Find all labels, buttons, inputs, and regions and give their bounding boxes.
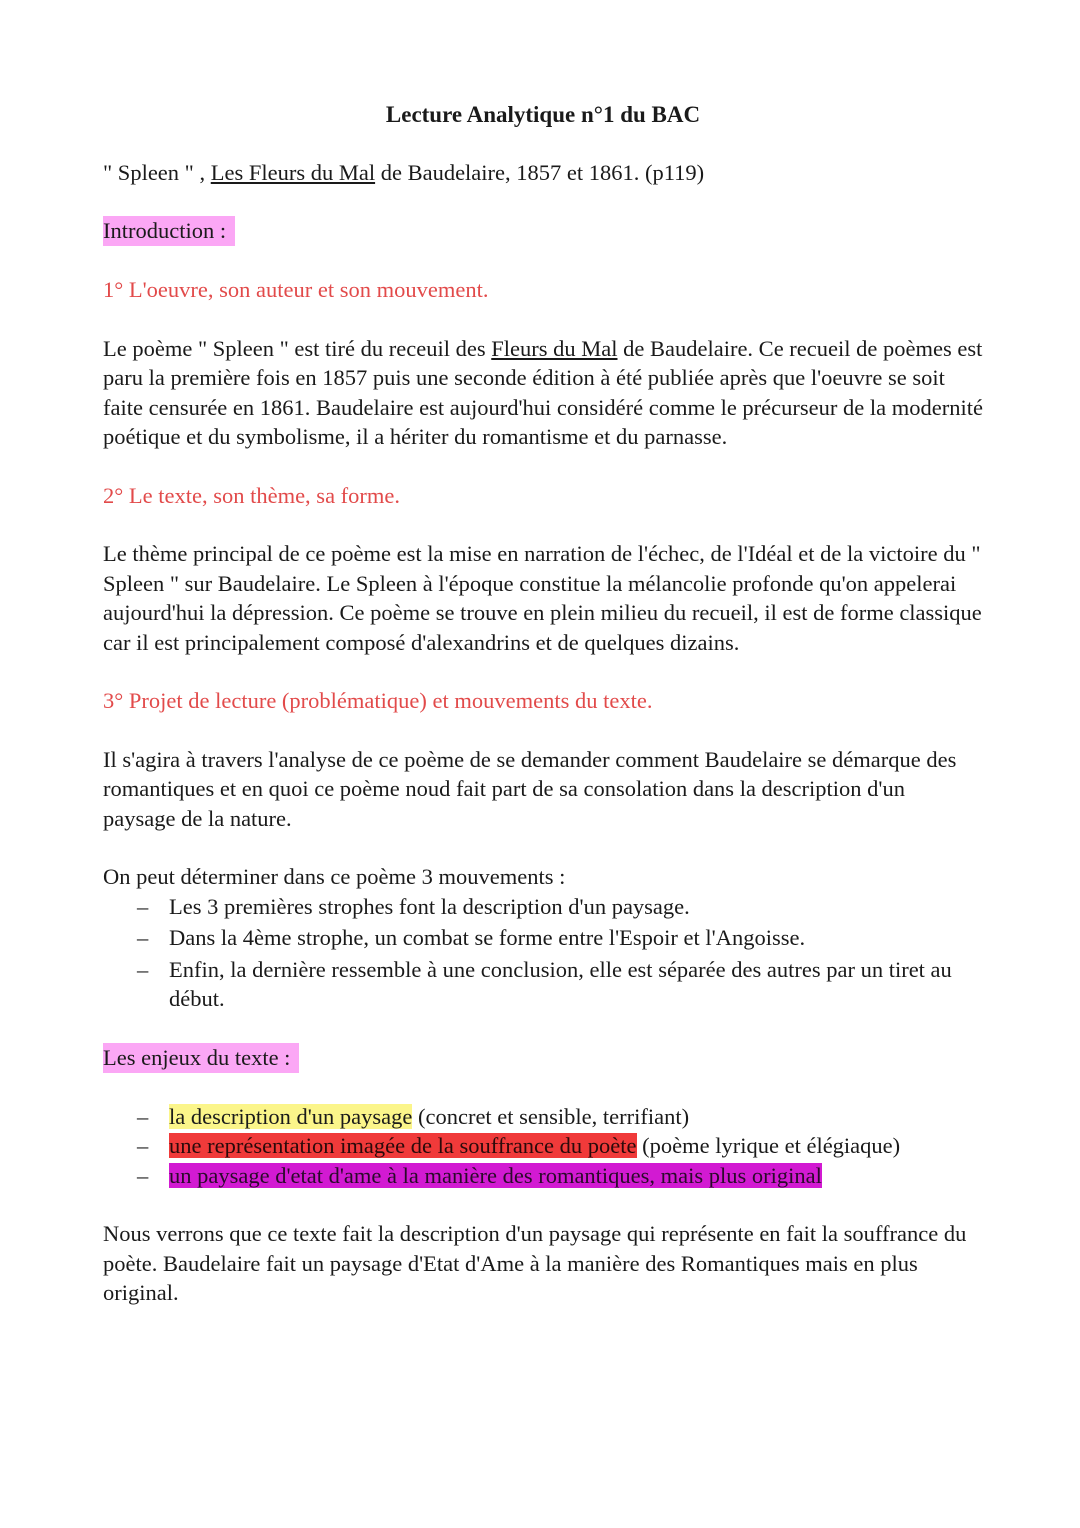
subtitle-part2: de Baudelaire, 1857 et 1861. (p119) bbox=[375, 159, 705, 185]
section1-book-title: Fleurs du Mal bbox=[491, 335, 618, 361]
introduction-label: Introduction : bbox=[103, 216, 235, 246]
section3-paragraph: Il s'agira à travers l'analyse de ce poème de se demander comment Baudelaire se démarque des romantiques et en quoi ce poème noud fait part de sa consolation dans la description d'un paysage de la nature. bbox=[103, 746, 957, 831]
document-subtitle bbox=[103, 158, 983, 188]
enjeux-list bbox=[103, 1102, 983, 1191]
enjeux-label: Les enjeux du texte : bbox=[103, 1043, 299, 1073]
document-page bbox=[103, 100, 983, 1337]
enjeu-highlight: la description d'un paysage bbox=[169, 1103, 413, 1129]
section2-paragraph: Le thème principal de ce poème est la mise en narration de l'échec, de l'Idéal et de la victoire du " Spleen " sur Baudelaire. Le Spleen à l'époque constitue la mélancolie profonde qu'on appelerai aujourd'hui la dépression. Ce poème se trouve en plein milieu du recueil, il est de forme classique car il est principalement composé d'alexandrins et de quelques dizains. bbox=[103, 541, 982, 655]
enjeux-block bbox=[103, 1043, 983, 1073]
section1-heading: 1° L'oeuvre, son auteur et son mouvement. bbox=[103, 277, 489, 302]
enjeu-rest: (poème lyrique et élégiaque) bbox=[636, 1133, 901, 1158]
section1-text-b: de Baudelaire. Ce recueil de poèmes est paru la première fois en 1857 puis une seconde édition à été publiée après que l'oeuvre se soit faite censurée en 1861. Baudelaire est aujourd'hui considéré comme le précurseur de la modernité poétique et du symbolisme, il a hériter du romantisme et du parnasse. bbox=[103, 335, 983, 449]
movements-intro: On peut déterminer dans ce poème 3 mouvements : bbox=[103, 864, 566, 889]
dash-bullet: – bbox=[137, 893, 149, 919]
list-item bbox=[103, 1161, 983, 1191]
list-item bbox=[103, 1131, 983, 1161]
movement-text: Les 3 premières strophes font la description d'un paysage. bbox=[169, 893, 690, 919]
enjeu-rest: (concret et sensible, terrifiant) bbox=[412, 1103, 690, 1129]
movements-list bbox=[103, 892, 983, 1014]
movement-text: Enfin, la dernière ressemble à une conclusion, elle est séparée des autres par un tiret au début. bbox=[169, 956, 952, 1011]
list-item bbox=[103, 1102, 983, 1132]
dash-bullet: – bbox=[137, 925, 149, 950]
dash-bullet: – bbox=[137, 1162, 149, 1188]
document-title: Lecture Analytique n°1 du BAC bbox=[385, 102, 701, 127]
section1-text-a: Le poème " Spleen " est tiré du receuil des bbox=[103, 335, 492, 361]
section1-paragraph bbox=[103, 334, 983, 452]
dash-bullet: – bbox=[137, 1133, 149, 1158]
list-item bbox=[103, 923, 983, 953]
list-item bbox=[103, 955, 983, 1014]
subtitle-book-title: Les Fleurs du Mal bbox=[210, 159, 376, 185]
introduction-block bbox=[103, 216, 983, 246]
subtitle-part1: " Spleen " , bbox=[103, 159, 211, 185]
movement-text: Dans la 4ème strophe, un combat se forme entre l'Espoir et l'Angoisse. bbox=[169, 925, 806, 950]
section2-heading: 2° Le texte, son thème, sa forme. bbox=[103, 482, 401, 508]
enjeu-highlight: un paysage d'etat d'ame à la manière des romantiques, mais plus original bbox=[169, 1162, 822, 1188]
list-item bbox=[103, 892, 983, 922]
dash-bullet: – bbox=[137, 956, 149, 982]
enjeu-highlight: une représentation imagée de la souffrance du poète bbox=[169, 1133, 637, 1158]
conclusion-paragraph: Nous verrons que ce texte fait la description d'un paysage qui représente en fait la souffrance du poète. Baudelaire fait un paysage d'Etat d'Ame à la manière des Romantiques mais en plus original. bbox=[103, 1221, 967, 1305]
section3-heading: 3° Projet de lecture (problématique) et mouvements du texte. bbox=[103, 688, 653, 713]
dash-bullet: – bbox=[137, 1103, 149, 1129]
